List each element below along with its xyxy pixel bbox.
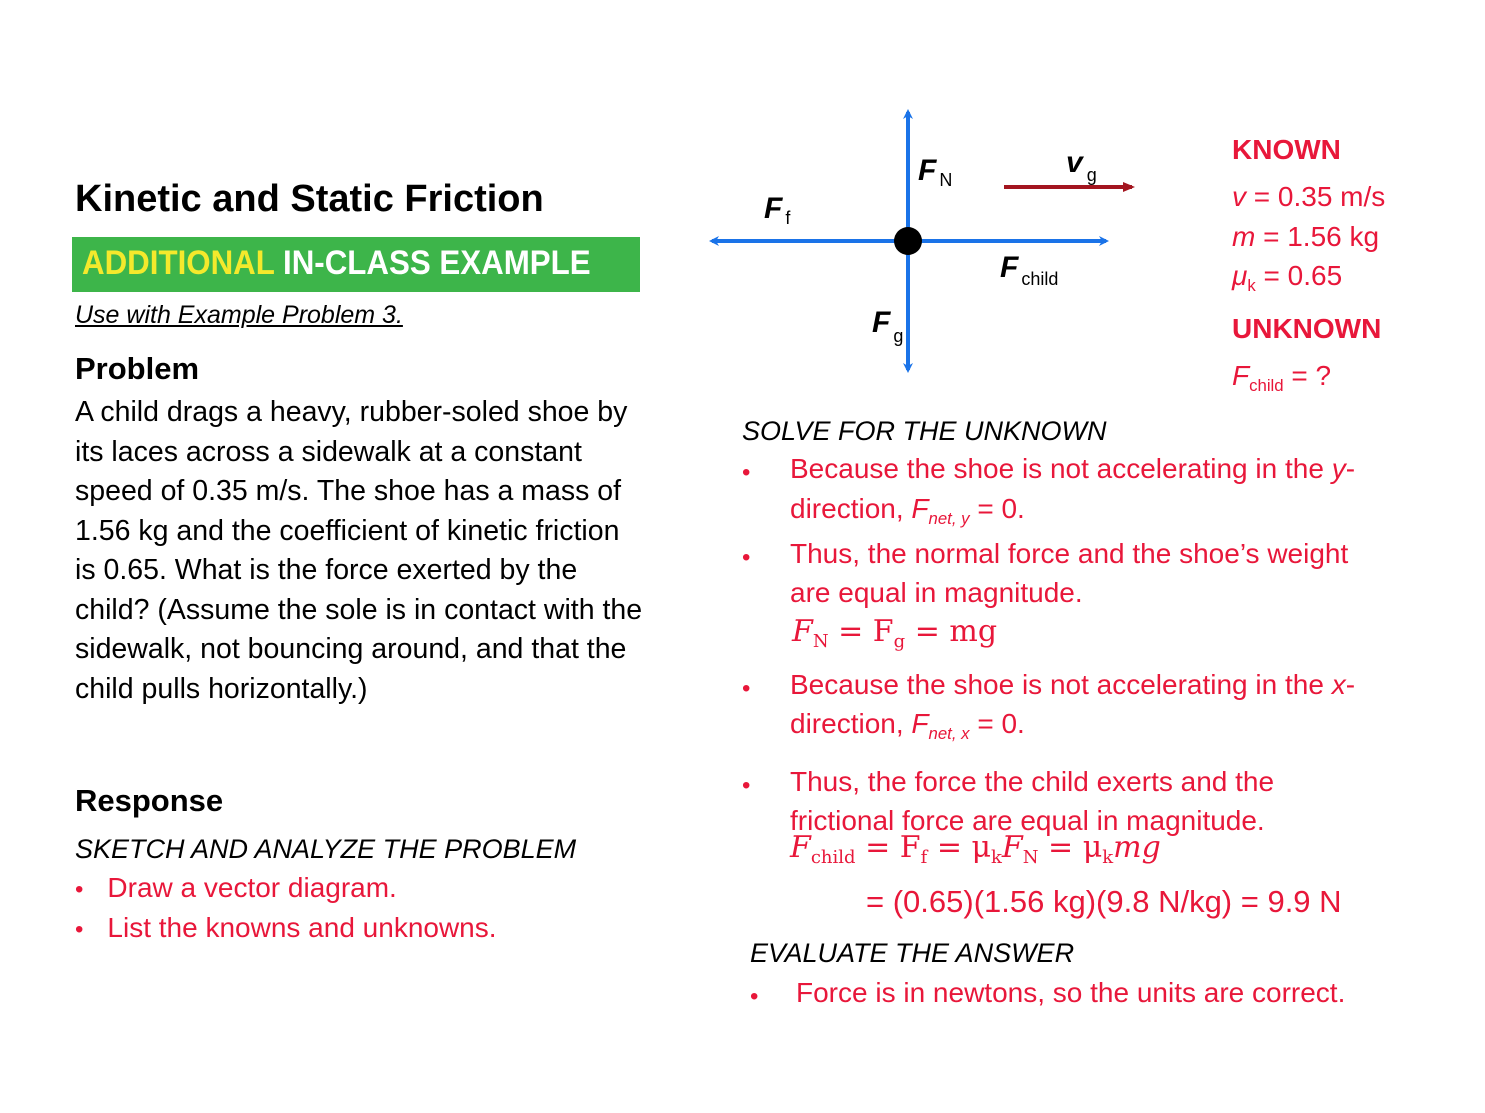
bullet-icon: • bbox=[742, 544, 751, 571]
solve-b2-line1: Thus, the normal force and the shoe’s weight bbox=[790, 538, 1349, 569]
problem-text: A child drags a heavy, rubber-soled shoe by its laces across a sidewalk at a constant speed of 0.35 m/s. The shoe has a mass of 1.56 kg and the coefficient of kinetic friction is 0.65. What is the force exerted by the child? (Assume the sole is in contact with the sidewalk, not bouncing around, and that the child pulls horizontally.) bbox=[75, 396, 643, 705]
equation-fn-fg-mg: $F_N = F_g$ = mg bbox=[792, 614, 998, 652]
bullet-icon: • bbox=[75, 876, 84, 903]
evaluate-bullet: Force is in newtons, so the units are correct. bbox=[796, 977, 1346, 1008]
solve-b3-line2: direction, $F_{net, x} = 0$. bbox=[790, 708, 1025, 743]
equation-fchild: $F_{child} = F_f = \mu_kF_N = \mu_kmg$ bbox=[790, 830, 1161, 868]
fn-label: F $_N$ bbox=[918, 154, 953, 190]
shoe-dot bbox=[894, 227, 922, 255]
ff-label: F $_f$ bbox=[764, 192, 791, 228]
solve-b1-line2: direction, $F_{net, y} = 0$. bbox=[790, 493, 1025, 528]
problem-heading: Problem bbox=[75, 351, 200, 386]
page-title: Kinetic and Static Friction bbox=[75, 178, 544, 220]
fg-label: F $_g$ bbox=[872, 306, 904, 346]
equation-numeric: = (0.65)(1.56 kg)(9.8 N/kg) = 9.9 N bbox=[866, 884, 1342, 919]
known-mass: m = 1.56 kg bbox=[1232, 221, 1380, 252]
unknown-fchild: $F_{child}$ = ? bbox=[1232, 360, 1332, 395]
solve-b4-line2: frictional force are equal in magnitude. bbox=[790, 805, 1265, 836]
solve-b2-line2: are equal in magnitude. bbox=[790, 577, 1083, 608]
additional-example-banner bbox=[72, 237, 640, 292]
solve-b3-line1: Because the shoe is not accelerating in the x- bbox=[790, 669, 1356, 700]
bullet-icon: • bbox=[742, 675, 751, 702]
solve-b1-line1: Because the shoe is not accelerating in the y- bbox=[790, 453, 1356, 484]
bullet-icon: • bbox=[750, 983, 759, 1010]
evaluate-heading: EVALUATE THE ANSWER bbox=[750, 938, 1075, 968]
banner-part1: ADDITIONAL bbox=[82, 244, 275, 282]
known-mu: $\mu_k = 0.65$ bbox=[1232, 260, 1343, 295]
sketch-heading: SKETCH AND ANALYZE THE PROBLEM bbox=[75, 834, 577, 864]
known-heading: KNOWN bbox=[1232, 134, 1341, 165]
vector-diagram bbox=[690, 100, 1160, 390]
unknown-heading: UNKNOWN bbox=[1232, 313, 1382, 344]
bullet-icon: • bbox=[742, 772, 751, 799]
solve-b4-line1: Thus, the force the child exerts and the bbox=[790, 766, 1275, 797]
list-item: • List the knowns and unknowns. bbox=[75, 912, 497, 943]
known-velocity: v = 0.35 m/s bbox=[1232, 181, 1386, 212]
solve-heading: SOLVE FOR THE UNKNOWN bbox=[742, 416, 1107, 446]
bullet-icon: • bbox=[75, 916, 84, 943]
use-with-link[interactable]: Use with Example Problem 3. bbox=[75, 301, 403, 329]
velocity-label: v $_g$ bbox=[1066, 146, 1097, 185]
bullet-icon: • bbox=[742, 459, 751, 486]
banner-part2: IN-CLASS EXAMPLE bbox=[283, 244, 591, 282]
response-heading: Response bbox=[75, 783, 224, 818]
fchild-label: F $_{child}$ bbox=[1000, 251, 1059, 289]
list-item: • Draw a vector diagram. bbox=[75, 872, 397, 903]
